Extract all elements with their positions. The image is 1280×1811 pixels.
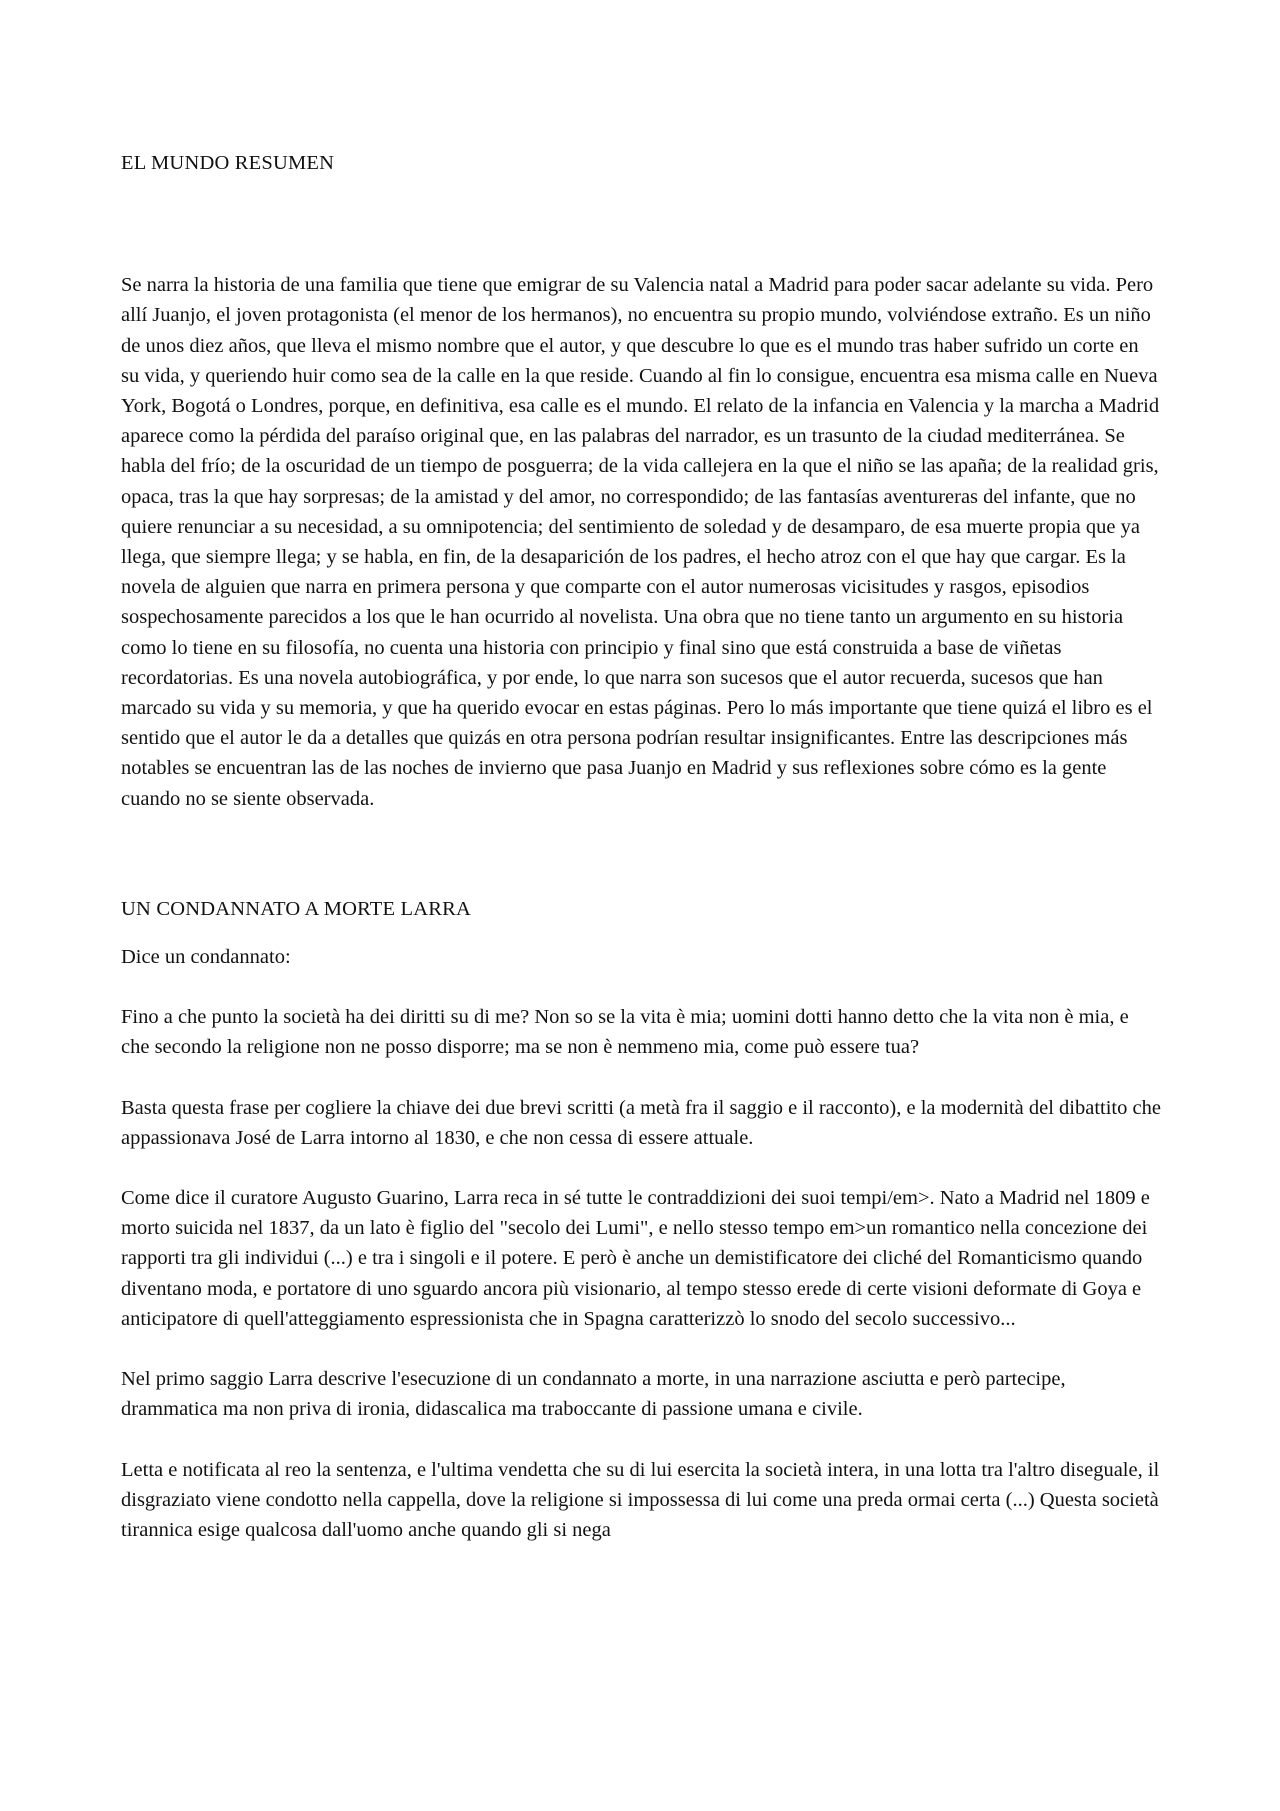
section-el-mundo bbox=[121, 148, 1161, 814]
section-title: UN CONDANNATO A MORTE LARRA bbox=[121, 897, 472, 920]
summary-paragraph: Se narra la historia de una familia que tiene que emigrar de su Valencia natal a Madrid para poder sacar adelante su vida. Pero allí Juanjo, el joven protagonista (el menor de los hermanos), no encuentra su propio mundo, volviéndose extraño. Es un niño de unos diez años, que lleva el mismo nombre que el autor, y que descubre lo que es el mundo tras haber sufrido un corte en su vida, y queriendo huir como sea de la calle en la que reside. Cuando al fin lo consigue, encuentra esa misma calle en Nueva York, Bogotá o Londres, porque, en definitiva, esa calle es el mundo. El relato de la infancia en Valencia y la marcha a Madrid aparece como la pérdida del paraíso original que, en las palabras del narrador, es un trasunto de la ciudad mediterránea. Se habla del frío; de la oscuridad de un tiempo de posguerra; de la vida callejera en la que el niño se las apaña; de la realidad gris, opaca, tras la que hay sorpresas; de la amistad y del amor, no correspondido; de las fantasías aventureras del infante, que no quiere renunciar a su necesidad, a su omnipotencia; del sentimiento de soledad y de desamparo, de esa muerte propia que ya llega, que siempre llega; y se habla, en fin, de la desaparición de los padres, el hecho atroz con el que hay que cargar. Es la novela de alguien que narra en primera persona y que comparte con el autor numerosas vicisitudes y rasgos, episodios sospechosamente parecidos a los que le han ocurrido al novelista. Una obra que no tiene tanto un argumento en su historia como lo tiene en su filosofía, no cuenta una historia con principio y final sino que está construida a base de viñetas recordatorias. Es una novela autobiográfica, y por ende, lo que narra son sucesos que el autor recuerda, sucesos que han marcado su vida y su memoria, y que ha querido evocar en estas páginas. Pero lo más importante que tiene quizá el libro es el sentido que el autor le da a detalles que quizás en otra persona podrían resultar insignificantes. Entre las descripciones más notables se encuentran las de las noches de invierno que pasa Juanjo en Madrid y sus reflexiones sobre cómo es la gente cuando no se siente observada. bbox=[121, 274, 1160, 810]
body-paragraph: Come dice il curatore Augusto Guarino, Larra reca in sé tutte le contraddizioni dei suoi tempi/em>. Nato a Madrid nel 1809 e morto suicida nel 1837, da un lato è figlio del "secolo dei Lumi", e nello stesso tempo em>un romantico nella concezione dei rapporti tra gli individui (...) e tra i singoli e il potere. E però è anche un demistificatore dei cliché del Romanticismo quando diventano moda, e portatore di uno sguardo ancora più visionario, al tempo stesso erede di certe visioni deformate di Goya e anticipatore di quell'atteggiamento espressionista che in Spagna caratterizzò lo snodo del secolo successivo... bbox=[121, 1187, 1150, 1330]
body-paragraph: Letta e notificata al reo la sentenza, e l'ultima vendetta che su di lui esercita la società intera, in una lotta tra l'altro diseguale, il disgraziato viene condotto nella cappella, dove la religione si impossessa di lui come una preda ormai certa (...) Questa società tirannica esige qualcosa dall'uomo anche quando gli si nega bbox=[121, 1458, 1160, 1541]
document-body bbox=[121, 148, 1161, 1575]
section-condannato bbox=[121, 894, 1161, 1545]
body-paragraph: Nel primo saggio Larra descrive l'esecuzione di un condannato a morte, in una narrazione asciutta e però partecipe, drammatica ma non priva di ironia, didascalica ma traboccante di passione umana e civile. bbox=[121, 1368, 1066, 1421]
lead-line: Dice un condannato: bbox=[121, 946, 291, 969]
body-paragraph: Basta questa frase per cogliere la chiave dei due brevi scritti (a metà fra il saggio e il racconto), e la modernità del dibattito che appassionava José de Larra intorno al 1830, e che non cessa di essere attuale. bbox=[121, 1096, 1161, 1149]
quote-paragraph: Fino a che punto la società ha dei diritti su di me? Non so se la vita è mia; uomini dotti hanno detto che la vita non è mia, e che secondo la religione non ne posso disporre; ma se non è nemmeno mia, come può essere tua? bbox=[121, 1006, 1129, 1059]
section-title: EL MUNDO RESUMEN bbox=[121, 152, 335, 174]
